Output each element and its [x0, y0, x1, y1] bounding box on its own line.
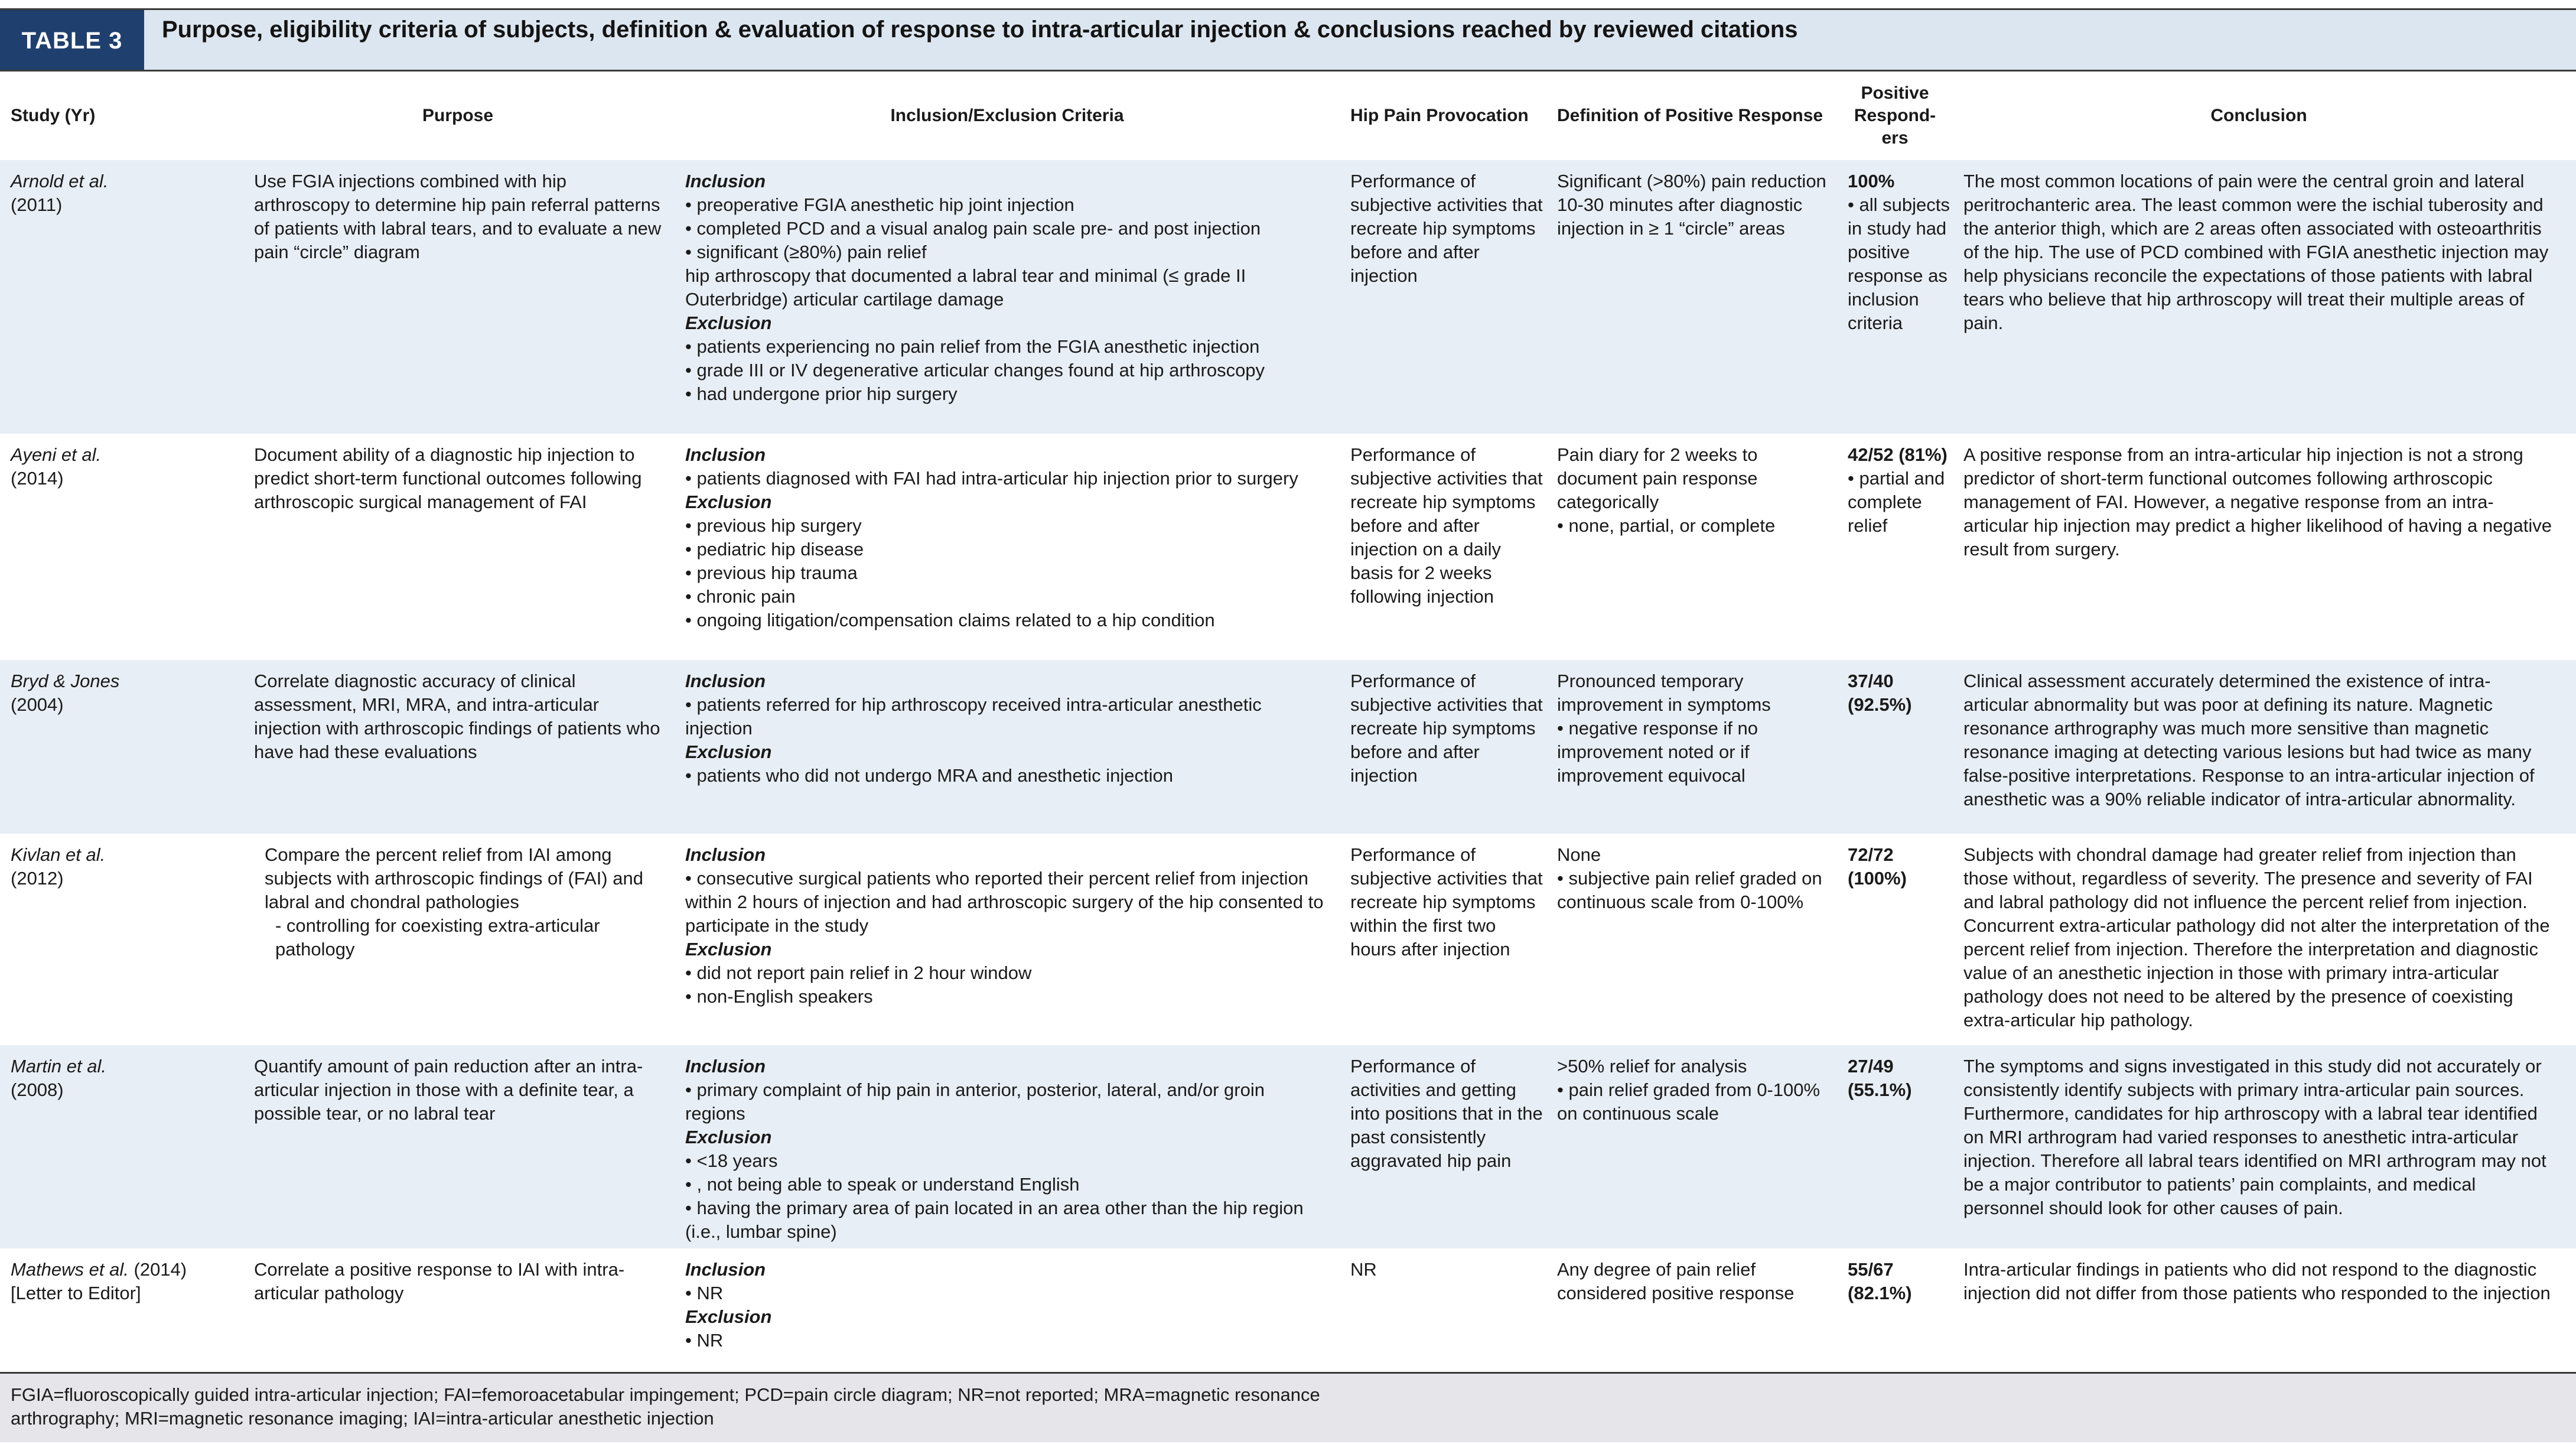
exclusion-label: Exclusion	[685, 492, 772, 512]
positive-value: 42/52 (81%)	[1848, 444, 1948, 465]
criteria-cell	[685, 669, 1329, 788]
definition-cell	[1557, 669, 1841, 788]
positive-cell	[1848, 170, 1954, 335]
header-study: Study (Yr)	[11, 106, 96, 125]
positive-cell	[1848, 1258, 1954, 1305]
purpose-cell: Correlate a positive response to IAI with intra-articular pathology	[254, 1259, 625, 1303]
study-cell	[11, 443, 235, 490]
conclusion-cell: Subjects with chondral damage had greater relief from injection than those without, regardless of severity. The presence and severity of FAI and labral pathology did not influence the percent relief from injection. Concurrent extra-articular pathology did not alter the interpretation of the percent relief from injection. Therefore the interpretation and diagnostic value of an anesthetic injection in those with primary intra-articular pathology does not need to be altered by the presence of coexisting extra-articular hip pathology.	[1963, 844, 2550, 1030]
exclusion-item: • patients experiencing no pain relief from the FGIA anesthetic injection	[685, 335, 1329, 359]
exclusion-item: • <18 years	[685, 1149, 1329, 1173]
criteria-cell	[685, 443, 1329, 632]
study-year: (2014)	[11, 468, 64, 489]
criteria-cell	[685, 1055, 1329, 1244]
criteria-cell	[685, 1258, 1329, 1352]
definition-text: Pain diary for 2 weeks to document pain response categorically	[1557, 444, 1758, 512]
positive-value: 100%	[1848, 171, 1895, 191]
positive-note: • partial and complete relief	[1848, 467, 1954, 538]
inclusion-label: Inclusion	[685, 1056, 766, 1077]
inclusion-item: • primary complaint of hip pain in anterior, posterior, lateral, and/or groin regions	[685, 1078, 1329, 1126]
definition-cell	[1557, 843, 1841, 914]
purpose-cell: Document ability of a diagnostic hip injection to predict short-term functional outcomes following arthroscopic surgical management of FAI	[254, 444, 642, 512]
inclusion-item: • preoperative FGIA anesthetic hip joint injection	[685, 193, 1329, 217]
abbreviations-note: FGIA=fluoroscopically guided intra-articular injection; FAI=femoroacetabular impingement; PCD=pain circle diagram; NR=not reported; MRA=magnetic resonance arthrography; MRI=magnetic resonance imaging; IAI=intra-articular anesthetic injection	[11, 1384, 1320, 1429]
positive-cell	[1848, 669, 1954, 717]
definition-text: None	[1557, 844, 1601, 865]
study-year: (2008)	[11, 1079, 64, 1100]
criteria-cell	[685, 170, 1329, 406]
definition-text: Pronounced temporary improvement in symptoms	[1557, 671, 1771, 715]
header-positive: Positive Respond-ers	[1854, 83, 1936, 148]
study-year: (2014)	[133, 1259, 187, 1280]
exclusion-item: • , not being able to speak or understand English	[685, 1173, 1329, 1196]
inclusion-label: Inclusion	[685, 671, 766, 691]
inclusion-item: • NR	[685, 1282, 1329, 1305]
exclusion-item: • pediatric hip disease	[685, 538, 1329, 561]
conclusion-cell: The most common locations of pain were the central groin and lateral peritrochanteric area. The least common were the ischial tuberosity and the anterior thigh, which are 2 areas often associated with osteoarthritis of the hip. The use of PCD combined with FGIA anesthetic injection may help physicians reconcile the expectations of those patients with labral tears who believe that hip arthroscopy will treat their multiple areas of pain.	[1963, 171, 2549, 333]
exclusion-item: • had undergone prior hip surgery	[685, 382, 1329, 406]
study-year: (2004)	[11, 694, 64, 715]
header-criteria: Inclusion/Exclusion Criteria	[890, 106, 1124, 125]
positive-value: 55/67 (82.1%)	[1848, 1259, 1912, 1303]
study-cell	[11, 843, 235, 890]
purpose-cell: Quantify amount of pain reduction after an intra-articular injection in those with a definite tear, a possible tear, or no labral tear	[254, 1056, 643, 1124]
definition-cell	[1557, 1258, 1841, 1305]
provocation-cell: Performance of subjective activities that recreate hip symptoms before and after injection on a daily basis for 2 weeks following injection	[1350, 444, 1543, 607]
inclusion-item: • patients referred for hip arthroscopy received intra-articular anesthetic injection	[685, 693, 1329, 740]
inclusion-item: • completed PCD and a visual analog pain scale pre- and post injection	[685, 217, 1329, 240]
study-name: Arnold et al.	[11, 171, 109, 191]
study-cell	[11, 669, 235, 717]
provocation-cell: Performance of activities and getting into positions that in the past consistently aggravated hip pain	[1350, 1056, 1543, 1171]
exclusion-item: • having the primary area of pain located in an area other than the hip region (i.e., lumbar spine)	[685, 1196, 1329, 1244]
table-row	[0, 660, 2576, 834]
positive-note: • all subjects in study had positive response as inclusion criteria	[1848, 193, 1954, 335]
table-row	[0, 834, 2576, 1045]
exclusion-label: Exclusion	[685, 939, 772, 960]
provocation-cell: NR	[1350, 1259, 1377, 1280]
exclusion-item: • non-English speakers	[685, 985, 1329, 1009]
inclusion-note: hip arthroscopy that documented a labral tear and minimal (≤ grade II Outerbridge) articular cartilage damage	[685, 265, 1246, 310]
inclusion-label: Inclusion	[685, 1259, 766, 1280]
exclusion-item: • patients who did not undergo MRA and anesthetic injection	[685, 764, 1329, 788]
study-year: (2011)	[11, 194, 63, 215]
study-name: Martin et al.	[11, 1056, 106, 1077]
exclusion-item: • ongoing litigation/compensation claims related to a hip condition	[685, 609, 1329, 632]
inclusion-label: Inclusion	[685, 171, 766, 191]
exclusion-item: • previous hip surgery	[685, 514, 1329, 538]
table-row	[0, 434, 2576, 660]
table-row	[0, 1045, 2576, 1248]
study-year: (2012)	[11, 868, 64, 889]
inclusion-label: Inclusion	[685, 844, 766, 865]
exclusion-item: • grade III or IV degenerative articular changes found at hip arthroscopy	[685, 359, 1329, 382]
definition-item: • subjective pain relief graded on continuous scale from 0-100%	[1557, 867, 1841, 914]
definition-item: • negative response if no improvement noted or if improvement equivocal	[1557, 717, 1841, 788]
positive-cell	[1848, 843, 1954, 890]
positive-cell	[1848, 443, 1954, 538]
table-title-bar	[0, 8, 2576, 71]
study-note: [Letter to Editor]	[11, 1283, 141, 1303]
definition-cell	[1557, 1055, 1841, 1126]
definition-text: >50% relief for analysis	[1557, 1056, 1747, 1077]
purpose-cell: Use FGIA injections combined with hip arthroscopy to determine hip pain referral patterns of patients with labral tears, and to evaluate a new pain “circle” diagram	[254, 171, 662, 262]
study-cell	[11, 170, 235, 217]
study-name: Ayeni et al.	[11, 444, 102, 465]
header-definition: Definition of Positive Response	[1557, 106, 1823, 125]
study-name: Mathews et al.	[11, 1259, 129, 1280]
inclusion-item: • consecutive surgical patients who reported their percent relief from injection within 2 hours of injection and had arthroscopic surgery of the hip consented to participate in the study	[685, 867, 1329, 938]
definition-text: Significant (>80%) pain reduction 10-30 minutes after diagnostic injection in ≥ 1 “circle” areas	[1557, 171, 1826, 239]
purpose-cell: Correlate diagnostic accuracy of clinical assessment, MRI, MRA, and intra-articular injection with arthroscopic findings of patients who have had these evaluations	[254, 671, 660, 762]
definition-cell	[1557, 443, 1841, 538]
positive-value: 27/49 (55.1%)	[1848, 1056, 1912, 1100]
positive-value: 72/72 (100%)	[1848, 844, 1907, 889]
provocation-cell: Performance of subjective activities that recreate hip symptoms within the first two hours after injection	[1350, 844, 1543, 960]
study-cell	[11, 1055, 235, 1102]
exclusion-label: Exclusion	[685, 1306, 772, 1327]
study-cell	[11, 1258, 235, 1305]
conclusion-cell: Intra-articular findings in patients who did not respond to the diagnostic injection did not differ from those patients who responded to the injection	[1963, 1259, 2551, 1303]
table-row	[0, 1248, 2576, 1372]
exclusion-label: Exclusion	[685, 313, 772, 333]
inclusion-item: • patients diagnosed with FAI had intra-articular hip injection prior to surgery	[685, 467, 1329, 490]
table-footnote	[0, 1372, 2576, 1442]
exclusion-item: • previous hip trauma	[685, 561, 1329, 585]
positive-value: 37/40 (92.5%)	[1848, 671, 1912, 715]
criteria-cell	[685, 843, 1329, 1009]
purpose-subnote: - controlling for coexisting extra-articular pathology	[275, 915, 600, 960]
exclusion-label: Exclusion	[685, 1127, 772, 1147]
table-number-label: TABLE 3	[0, 10, 144, 71]
exclusion-item: • NR	[685, 1329, 1329, 1352]
header-purpose: Purpose	[422, 106, 494, 125]
conclusion-cell: A positive response from an intra-articular hip injection is not a strong predictor of short-term functional outcomes following arthroscopic management of FAI. However, a negative response from an intra-articular hip injection may predict a higher likelihood of having a negative result from surgery.	[1963, 444, 2552, 560]
conclusion-cell: Clinical assessment accurately determined the existence of intra-articular abnormality but was poor at defining its nature. Magnetic resonance arthrography was much more sensitive than magnetic resonance imaging at detecting various lesions but had twice as many false-positive interpretations. Response to an intra-articular injection of anesthetic was a 90% reliable indicator of intra-articular abnormality.	[1963, 671, 2535, 809]
purpose-text: Compare the percent relief from IAI among subjects with arthroscopic findings of (FAI) and labral and chondral pathologies	[265, 844, 643, 912]
inclusion-label: Inclusion	[685, 444, 766, 465]
definition-text: Any degree of pain relief considered positive response	[1557, 1259, 1795, 1303]
positive-cell	[1848, 1055, 1954, 1102]
table-header-row	[0, 70, 2576, 162]
exclusion-item: • chronic pain	[685, 585, 1329, 609]
provocation-cell: Performance of subjective activities that recreate hip symptoms before and after injection	[1350, 171, 1543, 286]
definition-cell	[1557, 170, 1841, 240]
header-provocation: Hip Pain Provocation	[1350, 106, 1529, 125]
conclusion-cell: The symptoms and signs investigated in this study did not accurately or consistently identify subjects with primary intra-articular pain sources. Furthermore, candidates for hip arthroscopy with a labral tear identified on MRI arthrogram had varied responses to anesthetic intra-articular injection. Therefore all labral tears identified on MRI arthrogram may not be a major contributor to patients’ pain complaints, and medical personnel should look for other causes of pain.	[1963, 1056, 2546, 1218]
exclusion-item: • did not report pain relief in 2 hour window	[685, 961, 1329, 985]
definition-item: • none, partial, or complete	[1557, 514, 1841, 538]
table-row	[0, 160, 2576, 434]
definition-item: • pain relief graded from 0-100% on continuous scale	[1557, 1078, 1841, 1126]
study-name: Kivlan et al.	[11, 844, 106, 865]
study-name: Bryd & Jones	[11, 671, 120, 691]
header-conclusion: Conclusion	[2210, 106, 2307, 125]
inclusion-item: • significant (≥80%) pain relief	[685, 240, 1329, 264]
exclusion-label: Exclusion	[685, 741, 772, 762]
table-title: Purpose, eligibility criteria of subjects, definition & evaluation of response to intra-articular injection & conclusions reached by reviewed citations	[162, 17, 1798, 43]
provocation-cell: Performance of subjective activities that recreate hip symptoms before and after injection	[1350, 671, 1543, 786]
purpose-cell	[254, 843, 662, 961]
